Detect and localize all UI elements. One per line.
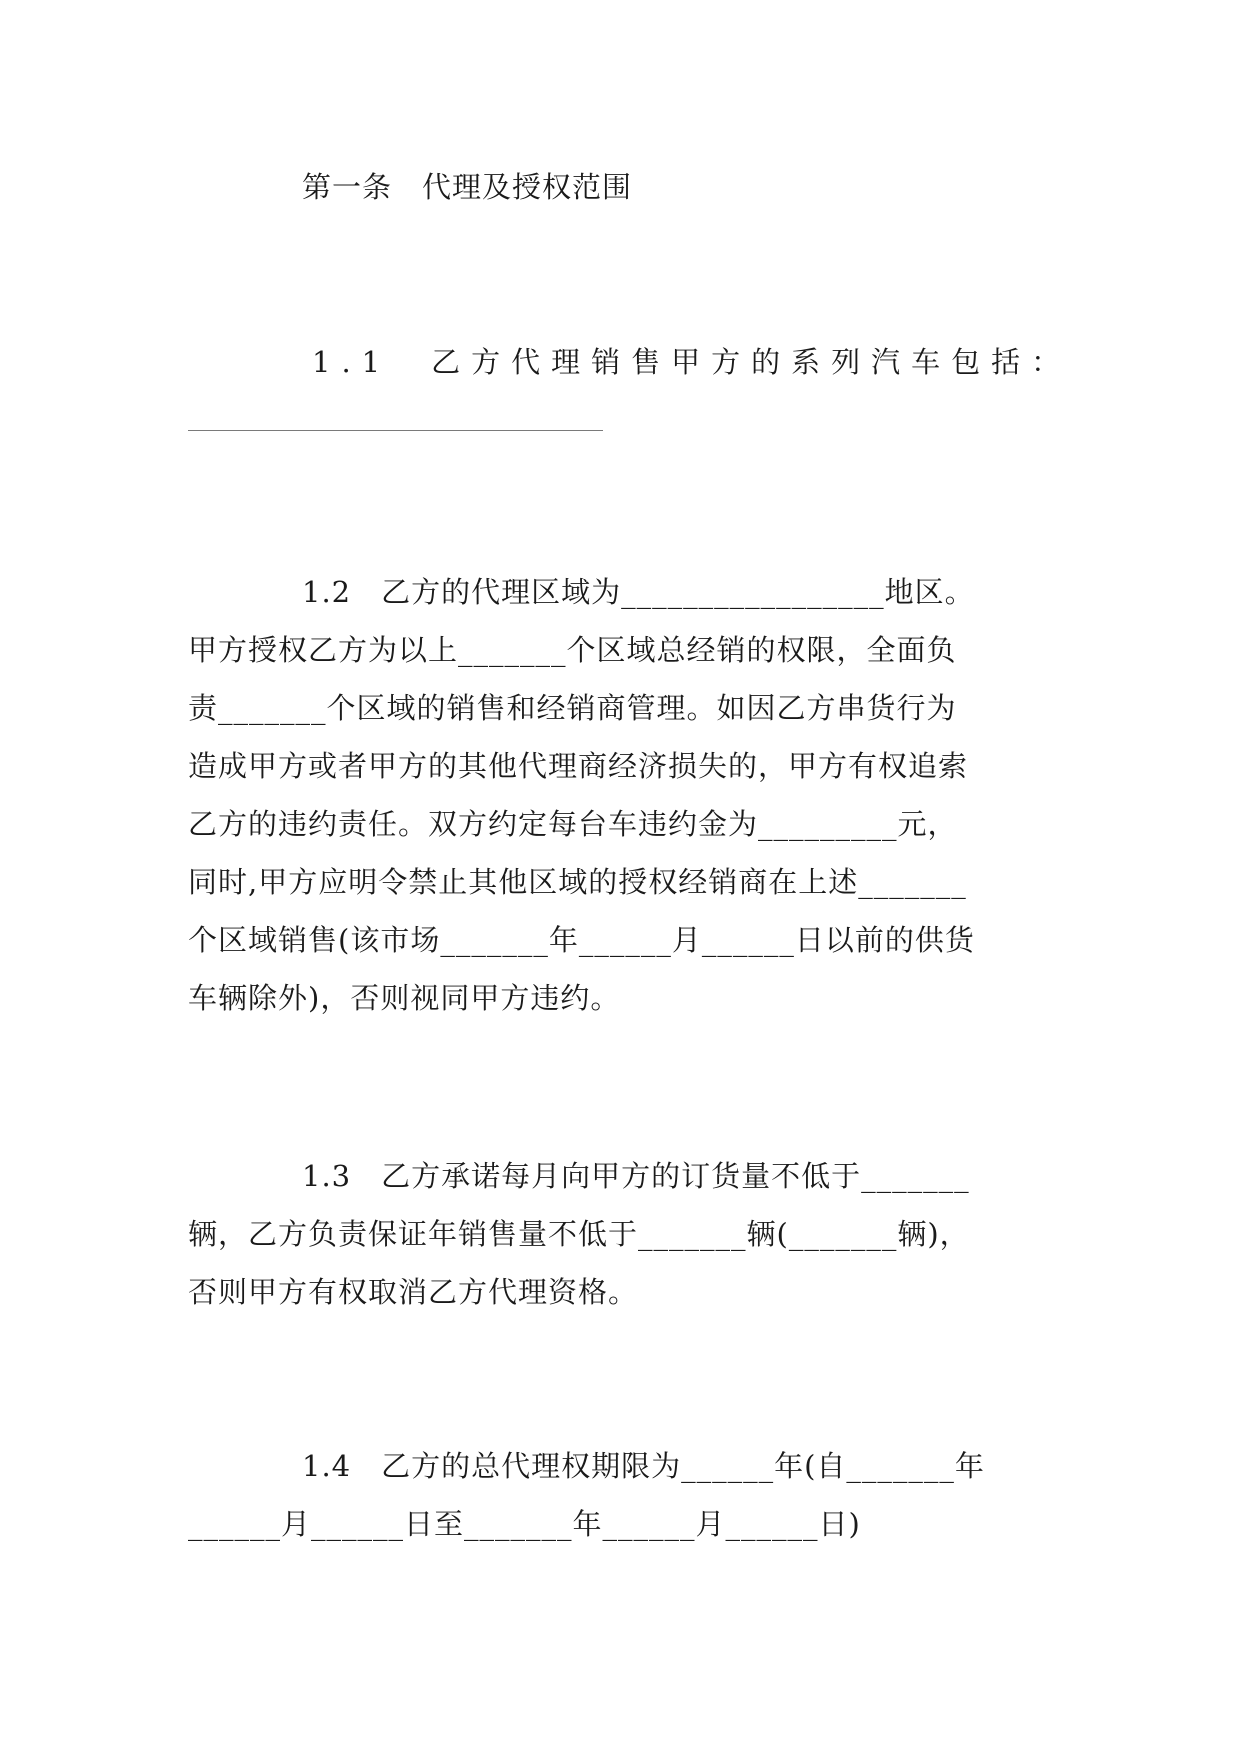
section-1-2-line-2: 甲方授权乙方为以上_______个区域总经销的权限，全面负: [188, 633, 957, 667]
section-1-2-line-3: 责_______个区域的销售和经销商管理。如因乙方串货行为: [188, 691, 957, 725]
section-1-2-line-5: 乙方的违约责任。双方约定每台车违约金为_________元，: [188, 807, 958, 841]
section-1-3-line-2: 辆，乙方负责保证年销售量不低于_______辆(_______辆)，: [188, 1217, 970, 1251]
section-1-2-line-7: 个区域销售(该市场_______年______月______日以前的供货: [188, 923, 975, 957]
section-1-2-line-1: 1.2 乙方的代理区域为_________________地区。: [302, 575, 975, 609]
section-1-3-line-1: 1.3 乙方承诺每月向甲方的订货量不低于_______: [302, 1159, 970, 1193]
section-1-2-line-8: 车辆除外)，否则视同甲方违约。: [188, 981, 621, 1015]
article-title: 第一条 代理及授权范围: [302, 170, 633, 204]
section-1-4-line-2: ______月______日至_______年______月______日): [188, 1507, 861, 1541]
section-1-3-line-3: 否则甲方有权取消乙方代理资格。: [188, 1275, 639, 1309]
section-1-2-line-6: 同时,甲方应明令禁止其他区域的授权经销商在上述_______: [188, 865, 967, 899]
section-1-1-line-1: 1.1 乙方代理销售甲方的系列汽车包括：: [312, 345, 1072, 379]
section-1-2-line-4: 造成甲方或者甲方的其他代理商经济损失的，甲方有权追索: [188, 749, 969, 783]
section-1-1-blank-rule: [188, 430, 603, 431]
section-1-4-line-1: 1.4 乙方的总代理权期限为______年(自_______年: [302, 1449, 985, 1483]
